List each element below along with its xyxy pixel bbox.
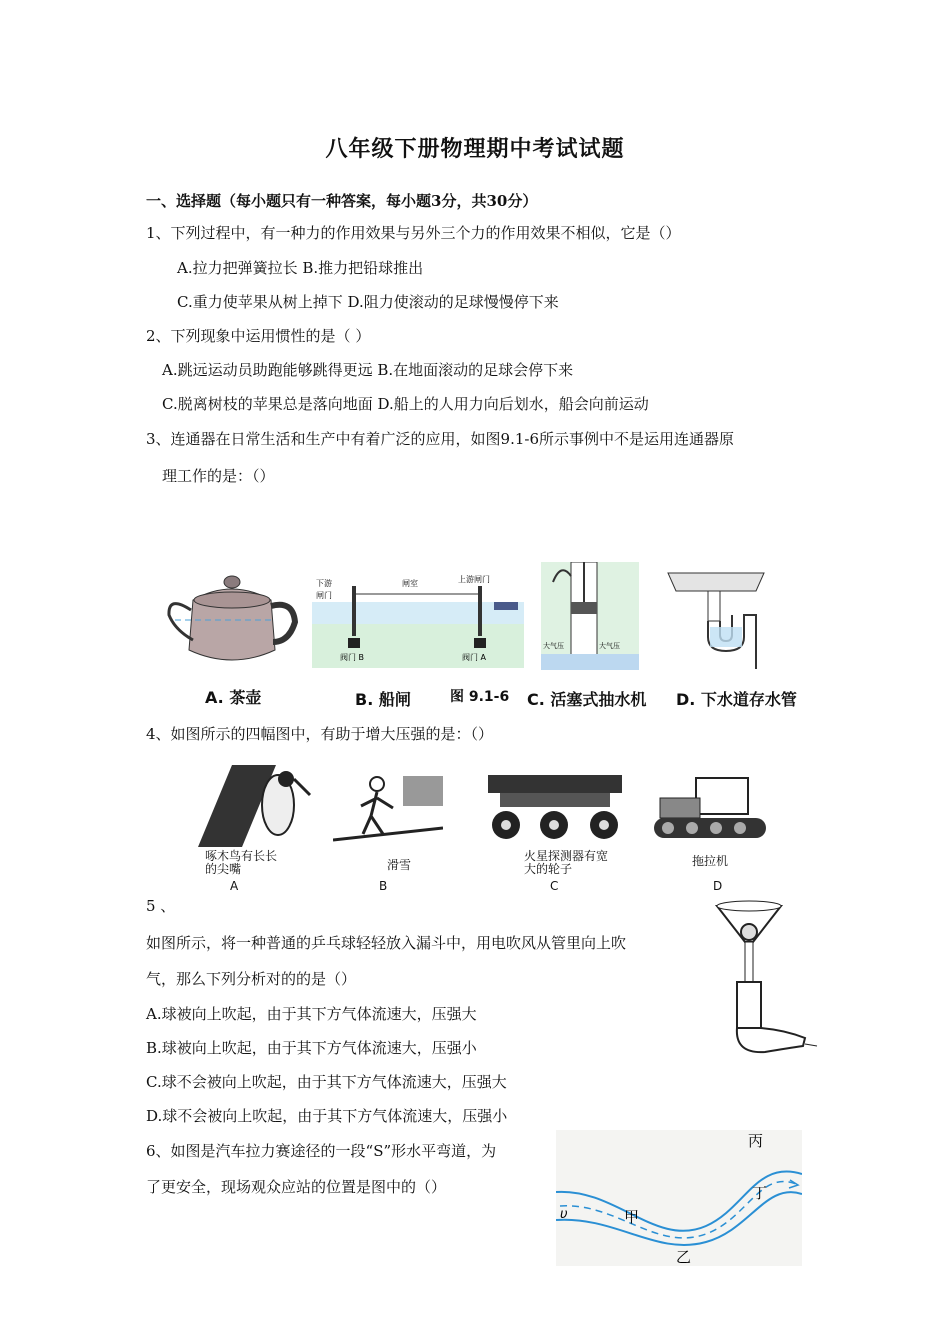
woodpecker-figure	[198, 765, 312, 847]
q3-label-a: A. 茶壶	[205, 688, 262, 707]
skier-figure	[333, 772, 443, 852]
position-bing: 丙	[748, 1132, 764, 1150]
teapot-figure	[163, 570, 301, 670]
question-5-option-c: C.球不会被向上吹起，由于其下方气体流速大，压强大	[146, 1073, 507, 1091]
q3-label-c: C. 活塞式抽水机	[527, 690, 647, 709]
ship-lock-figure	[312, 572, 524, 668]
section-heading: 一、选择题（每小题只有一种答案，每小题3分，共30分）	[146, 192, 538, 210]
question-5-option-b: B.球被向上吹起，由于其下方气体流速大，压强小	[146, 1039, 477, 1057]
q3-figure-caption: 图 9.1-6	[450, 689, 510, 705]
q4-letter-a: A	[230, 879, 239, 893]
lock-label-down: 下游	[316, 579, 332, 588]
page-title: 八年级下册物理期中考试试题	[325, 136, 625, 162]
s-curve-road-figure	[556, 1130, 802, 1266]
question-5-option-d: D.球不会被向上吹起，由于其下方气体流速大，压强小	[146, 1107, 508, 1125]
q4-caption-d: 拖拉机	[692, 854, 729, 868]
q4-letter-c: C	[550, 879, 559, 893]
question-2-options-cd: C.脱离树枝的苹果总是落向地面 D.船上的人用力向后划水，船会向前运动	[162, 395, 649, 413]
q4-caption-c: 火星探测器有宽大的轮子	[524, 849, 609, 876]
question-5-number: 5 、	[146, 897, 176, 915]
question-1-options-ab: A.拉力把弹簧拉长 B.推力把铅球推出	[177, 259, 424, 277]
q3-label-d: D. 下水道存水管	[676, 690, 797, 709]
pump-pressure-right: 大气压	[599, 642, 620, 650]
piston-pump-figure	[541, 562, 639, 670]
pump-pressure-left: 大气压	[543, 642, 564, 650]
question-5-option-a: A.球被向上吹起，由于其下方气体流速大，压强大	[146, 1005, 477, 1023]
question-6-stem-line2: 了更安全，现场观众应站的位置是图中的（）	[146, 1178, 447, 1196]
drain-trap-figure	[664, 565, 768, 673]
velocity-label: υ	[560, 1207, 568, 1222]
tractor-figure	[652, 776, 768, 844]
q3-label-b: B. 船闸	[355, 690, 411, 709]
lock-label-up: 上游闸门	[458, 575, 490, 584]
position-jia: 甲	[624, 1208, 640, 1226]
position-yi: 乙	[676, 1248, 692, 1266]
question-6-stem-line1: 6、如图是汽车拉力赛途径的一段“S”形水平弯道，为	[146, 1142, 497, 1160]
question-1-stem: 1、下列过程中，有一种力的作用效果与另外三个力的作用效果不相似，它是（）	[146, 224, 681, 242]
lock-label-chamber: 闸室	[402, 579, 418, 588]
question-1-options-cd: C.重力使苹果从树上掉下 D.阻力使滚动的足球慢慢停下来	[177, 293, 559, 311]
q4-letter-b: B	[379, 879, 388, 893]
question-4-stem: 4、如图所示的四幅图中，有助于增大压强的是：（）	[146, 725, 494, 743]
lock-label-valve-b: 阀门 B	[340, 653, 365, 662]
q4-letter-d: D	[713, 879, 723, 893]
question-5-stem-line2: 气，那么下列分析对的的是（）	[146, 970, 357, 988]
question-3-stem-line1: 3、连通器在日常生活和生产中有着广泛的应用，如图9.1-6所示事例中不是运用连通器原	[146, 430, 735, 448]
lock-label-valve-a: 阀门 A	[462, 653, 487, 662]
q4-caption-b: 滑雪	[387, 858, 412, 872]
q4-caption-a: 啄木鸟有长长的尖嘴	[205, 849, 278, 876]
question-2-stem: 2、下列现象中运用惯性的是（ ）	[146, 327, 371, 345]
position-ding: 丁	[752, 1184, 768, 1202]
lock-label-gate: 闸门	[316, 591, 332, 600]
question-5-stem-line1: 如图所示，将一种普通的乒乓球轻轻放入漏斗中，用电吹风从管里向上吹	[146, 934, 627, 952]
question-2-options-ab: A.跳远运动员助跑能够跳得更远 B.在地面滚动的足球会停下来	[162, 361, 574, 379]
funnel-hairdryer-figure	[705, 898, 827, 1062]
question-3-stem-line2: 理工作的是：（）	[162, 467, 275, 485]
mars-rover-figure	[480, 773, 628, 845]
